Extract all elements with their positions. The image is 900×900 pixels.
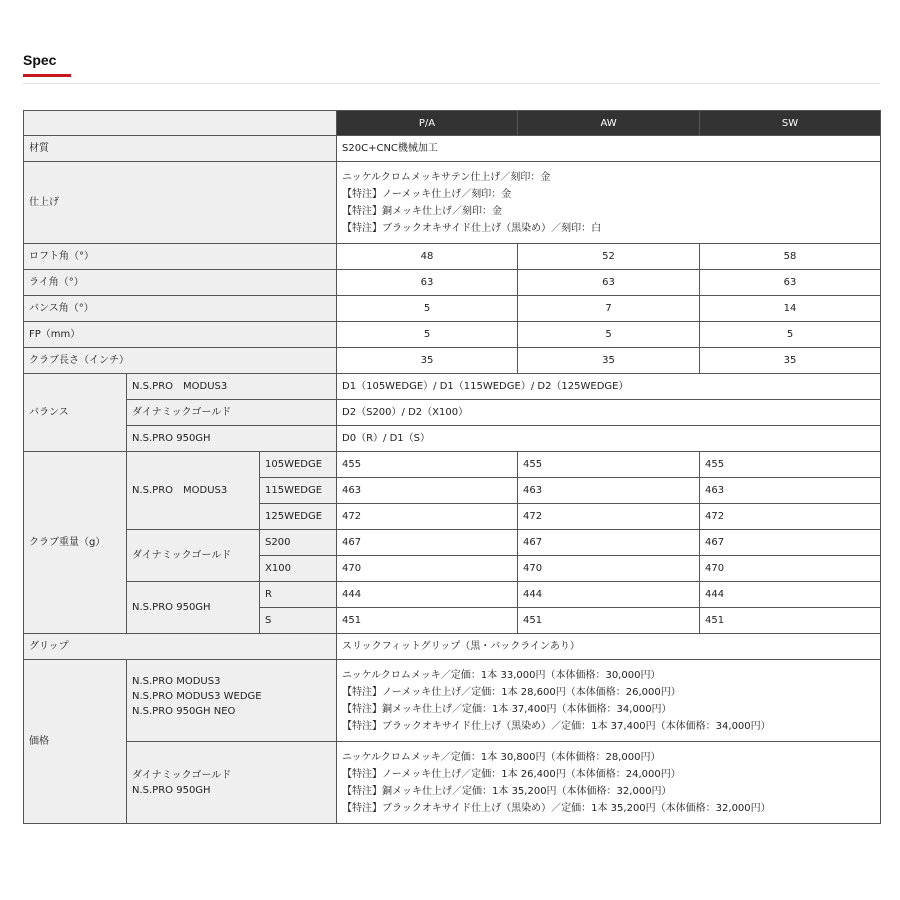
price-shaft: ダイナミックゴールド <box>132 769 232 781</box>
row-lie <box>24 270 881 296</box>
loft-aw: 52 <box>518 244 700 270</box>
loft-sw: 58 <box>700 244 881 270</box>
balance-shaft: N.S.PRO MODUS3 <box>127 374 337 400</box>
weight-sw: 463 <box>700 478 881 504</box>
row-balance <box>24 374 881 400</box>
row-grip <box>24 634 881 660</box>
length-aw: 35 <box>518 348 700 374</box>
row-label: 仕上げ <box>24 162 337 244</box>
weight-shaft: ダイナミックゴールド <box>127 530 260 582</box>
weight-flex: 105WEDGE <box>260 452 337 478</box>
weight-pa: 444 <box>337 582 518 608</box>
row-balance <box>24 400 881 426</box>
material-value: S20C+CNC機械加工 <box>337 136 881 162</box>
price-line: 【特注】ブラックオキサイド仕上げ（黒染め）／定価：1本 37,400円（本体価格：34,000円） <box>342 720 771 732</box>
row-finish <box>24 162 881 244</box>
row-label: バランス <box>24 374 127 452</box>
price-value <box>337 742 881 824</box>
weight-flex: 115WEDGE <box>260 478 337 504</box>
row-label: グリップ <box>24 634 337 660</box>
weight-aw: 444 <box>518 582 700 608</box>
bounce-pa: 5 <box>337 296 518 322</box>
row-label: ライ角（°） <box>24 270 337 296</box>
loft-pa: 48 <box>337 244 518 270</box>
weight-pa: 472 <box>337 504 518 530</box>
price-line: ニッケルクロムメッキ／定価：1本 33,000円（本体価格：30,000円） <box>342 669 661 681</box>
lie-aw: 63 <box>518 270 700 296</box>
price-line: 【特注】ノーメッキ仕上げ／定価：1本 26,400円（本体価格：24,000円） <box>342 768 681 780</box>
header-row <box>24 111 881 136</box>
row-price <box>24 660 881 742</box>
price-line: 【特注】銅メッキ仕上げ／定価：1本 37,400円（本体価格：34,000円） <box>342 703 672 715</box>
row-label: FP（mm） <box>24 322 337 348</box>
bounce-aw: 7 <box>518 296 700 322</box>
price-line: 【特注】ノーメッキ仕上げ／定価：1本 28,600円（本体価格：26,000円） <box>342 686 681 698</box>
column-header-aw: AW <box>518 111 700 136</box>
weight-aw: 455 <box>518 452 700 478</box>
weight-pa: 470 <box>337 556 518 582</box>
balance-value: D1（105WEDGE）/ D1（115WEDGE）/ D2（125WEDGE） <box>337 374 881 400</box>
balance-shaft: N.S.PRO 950GH <box>127 426 337 452</box>
row-loft <box>24 244 881 270</box>
row-label: バンス角（°） <box>24 296 337 322</box>
length-pa: 35 <box>337 348 518 374</box>
row-label: ロフト角（°） <box>24 244 337 270</box>
fp-sw: 5 <box>700 322 881 348</box>
balance-value: D2（S200）/ D2（X100） <box>337 400 881 426</box>
weight-pa: 463 <box>337 478 518 504</box>
price-line: ニッケルクロムメッキ／定価：1本 30,800円（本体価格：28,000円） <box>342 751 661 763</box>
weight-shaft: N.S.PRO 950GH <box>127 582 260 634</box>
row-weight <box>24 452 881 478</box>
price-line: 【特注】ブラックオキサイド仕上げ（黒染め）／定価：1本 35,200円（本体価格：32,000円） <box>342 802 771 814</box>
weight-shaft: N.S.PRO MODUS3 <box>127 452 260 530</box>
weight-flex: S200 <box>260 530 337 556</box>
weight-flex: X100 <box>260 556 337 582</box>
weight-aw: 467 <box>518 530 700 556</box>
weight-pa: 467 <box>337 530 518 556</box>
balance-value: D0（R）/ D1（S） <box>337 426 881 452</box>
weight-aw: 470 <box>518 556 700 582</box>
price-shaft: N.S.PRO MODUS3 WEDGE <box>132 691 262 702</box>
row-label: 材質 <box>24 136 337 162</box>
section-title: Spec <box>23 52 57 68</box>
price-value <box>337 660 881 742</box>
row-weight <box>24 582 881 608</box>
weight-flex: R <box>260 582 337 608</box>
weight-aw: 463 <box>518 478 700 504</box>
grip-value: スリックフィットグリップ（黒・バックラインあり） <box>337 634 881 660</box>
row-material <box>24 136 881 162</box>
row-fp <box>24 322 881 348</box>
length-sw: 35 <box>700 348 881 374</box>
weight-pa: 455 <box>337 452 518 478</box>
bounce-sw: 14 <box>700 296 881 322</box>
spec-table <box>23 110 881 824</box>
lie-sw: 63 <box>700 270 881 296</box>
weight-flex: S <box>260 608 337 634</box>
price-shafts <box>127 742 337 824</box>
row-weight <box>24 530 881 556</box>
row-price <box>24 742 881 824</box>
weight-sw: 470 <box>700 556 881 582</box>
row-bounce <box>24 296 881 322</box>
title-underline <box>23 74 71 77</box>
finish-line: 【特注】銅メッキ仕上げ／刻印：金 <box>342 205 503 217</box>
finish-line: 【特注】ブラックオキサイド仕上げ（黒染め）／刻印：白 <box>342 222 602 234</box>
fp-pa: 5 <box>337 322 518 348</box>
weight-sw: 455 <box>700 452 881 478</box>
column-header-sw: SW <box>700 111 881 136</box>
balance-shaft: ダイナミックゴールド <box>127 400 337 426</box>
lie-pa: 63 <box>337 270 518 296</box>
weight-sw: 467 <box>700 530 881 556</box>
finish-value <box>337 162 881 244</box>
row-label: クラブ重量（g） <box>24 452 127 634</box>
weight-sw: 451 <box>700 608 881 634</box>
weight-sw: 444 <box>700 582 881 608</box>
finish-line: 【特注】ノーメッキ仕上げ／刻印：金 <box>342 188 512 200</box>
finish-line: ニッケルクロムメッキサテン仕上げ／刻印：金 <box>342 171 551 183</box>
divider <box>23 83 880 84</box>
fp-aw: 5 <box>518 322 700 348</box>
weight-aw: 472 <box>518 504 700 530</box>
price-shaft: N.S.PRO 950GH NEO <box>132 706 236 717</box>
price-shaft: N.S.PRO 950GH <box>132 784 211 796</box>
row-length <box>24 348 881 374</box>
row-label: 価格 <box>24 660 127 824</box>
weight-sw: 472 <box>700 504 881 530</box>
row-label: クラブ長さ（インチ） <box>24 348 337 374</box>
price-shafts <box>127 660 337 742</box>
row-balance <box>24 426 881 452</box>
price-line: 【特注】銅メッキ仕上げ／定価：1本 35,200円（本体価格：32,000円） <box>342 785 672 797</box>
weight-flex: 125WEDGE <box>260 504 337 530</box>
header-blank-cell <box>24 111 337 136</box>
weight-aw: 451 <box>518 608 700 634</box>
column-header-pa: P/A <box>337 111 518 136</box>
price-shaft: N.S.PRO MODUS3 <box>132 676 221 687</box>
weight-pa: 451 <box>337 608 518 634</box>
